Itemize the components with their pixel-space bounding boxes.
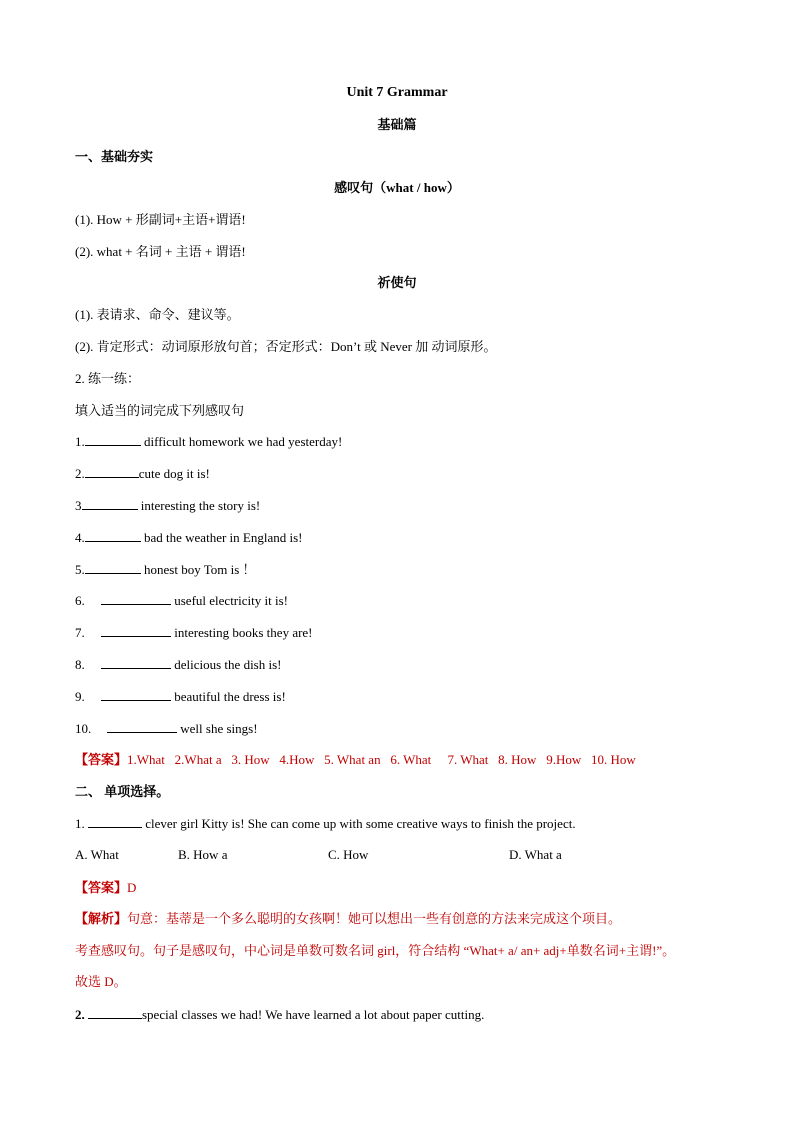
analysis-label: 【解析】 (75, 911, 128, 926)
item-number: 8. (75, 657, 85, 672)
practice-label: 2. 练一练： (75, 371, 141, 386)
item-number: 10. (75, 721, 92, 736)
item-text: bad the weather in England is! (140, 530, 303, 545)
question-1 (75, 815, 576, 833)
item-number: 5. (75, 562, 85, 577)
list-item (75, 592, 288, 610)
item-number: 9. (75, 689, 85, 704)
imperative-rule-1: (1). 表请求、命令、建议等。 (75, 307, 240, 322)
list-item (75, 720, 258, 738)
item-number: 1. (75, 434, 85, 449)
list-item (75, 529, 302, 547)
list-item (75, 688, 286, 706)
section1-heading: 一、基础夯实 (75, 149, 154, 164)
list-item (75, 624, 313, 642)
list-item (75, 656, 282, 674)
analysis-line-3: 故选 D。 (75, 974, 127, 989)
question-number: 1. (75, 816, 85, 831)
answer-blank[interactable] (101, 624, 171, 637)
page-subtitle: 基础篇 (377, 117, 417, 132)
item-text: honest boy Tom is ！ (140, 562, 256, 577)
item-number: 7. (75, 625, 85, 640)
answer-label: 【答案】 (75, 880, 128, 895)
imperative-title: 祈使句 (377, 275, 417, 290)
item-text: interesting the story is! (137, 498, 261, 513)
answer-blank[interactable] (88, 1006, 142, 1019)
exclaim-title: 感叹句（what / how） (334, 180, 460, 195)
item-text: useful electricity it is! (171, 593, 288, 608)
item-number: 2. (75, 466, 85, 481)
list-item (75, 465, 210, 483)
exclaim-rule-2: (2). what + 名词 + 主语 + 谓语! (75, 244, 246, 259)
answer-text: 1.What 2.What a 3. How 4.How 5. What an 6. What 7. What 8. How 9.How 10. How (127, 752, 636, 767)
analysis-text: 句意：基蒂是一个多么聪明的女孩啊！她可以想出一些有创意的方法来完成这个项目。 (127, 911, 622, 926)
answer-blank[interactable] (88, 815, 142, 828)
q1-answer (75, 879, 136, 897)
list-item (75, 561, 256, 579)
question-number: 2. (75, 1007, 85, 1022)
answer-value: D (127, 880, 137, 895)
question-2 (75, 1006, 484, 1024)
answer-blank[interactable] (85, 433, 141, 446)
option-d[interactable]: D. What a (509, 847, 562, 862)
page-title: Unit 7 Grammar (346, 85, 448, 100)
section2-heading: 二、 单项选择。 (75, 784, 170, 799)
answer-blank[interactable] (85, 465, 139, 478)
item-text: beautiful the dress is! (171, 689, 286, 704)
list-item (75, 497, 260, 515)
option-a[interactable]: A. What (75, 847, 119, 862)
item-number: 6. (75, 593, 85, 608)
answer-blank[interactable] (101, 656, 171, 669)
question-text: clever girl Kitty is! She can come up with some creative ways to finish the project. (142, 816, 576, 831)
question-text: special classes we had! We have learned a lot about paper cutting. (142, 1007, 485, 1022)
practice-instruction: 填入适当的词完成下列感叹句 (75, 403, 245, 418)
item-text: difficult homework we had yesterday! (140, 434, 343, 449)
option-b[interactable]: B. How a (178, 847, 228, 862)
analysis-line-2: 考查感叹句。句子是感叹句，中心词是单数可数名词 girl，符合结构 “What+ a/ an+ adj+单数名词+主谓!”。 (75, 943, 676, 958)
answer-blank[interactable] (101, 592, 171, 605)
item-text: well she sings! (177, 721, 258, 736)
option-c[interactable]: C. How (328, 847, 369, 862)
answer-line (75, 751, 636, 769)
answer-blank[interactable] (85, 561, 141, 574)
list-item (75, 433, 342, 451)
answer-blank[interactable] (107, 720, 177, 733)
answer-blank[interactable] (85, 529, 141, 542)
analysis-line-1 (75, 910, 621, 928)
answer-label: 【答案】 (75, 752, 128, 767)
answer-blank[interactable] (101, 688, 171, 701)
item-number: 4. (75, 530, 85, 545)
answer-blank[interactable] (82, 497, 138, 510)
imperative-rule-2: (2). 肯定形式：动词原形放句首；否定形式：Don’t 或 Never 加 动词原形。 (75, 339, 497, 354)
item-text: cute dog it is! (138, 466, 210, 481)
exclaim-rule-1: (1). How + 形副词+主语+谓语! (75, 212, 246, 227)
item-text: delicious the dish is! (171, 657, 282, 672)
item-text: interesting books they are! (171, 625, 313, 640)
item-number: 3 (75, 498, 82, 513)
